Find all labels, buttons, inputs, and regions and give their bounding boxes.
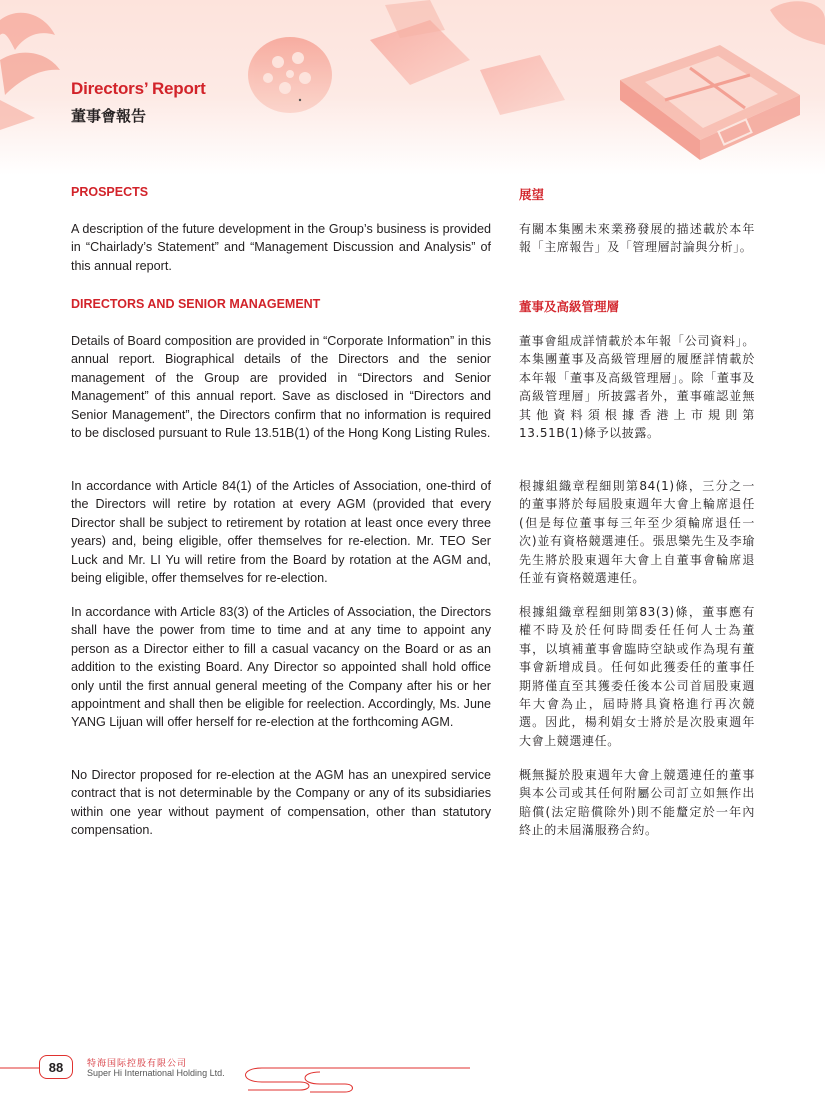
paragraph-article-84: In accordance with Article 84(1) of the Articles of Association, one-third of the Directors will retire by rotation at every AGM (provided that every Director shall be subject to retirement by rotation at least once every three years) and, being eligible, offer themselves for re-election. Mr. TEO Ser Luck and Mr. LI Yu will retire from the Board by rotation at the AGM and, being eligible, offer themselves for re-election.	[71, 479, 491, 586]
section-heading-directors: DIRECTORS AND SENIOR MANAGEMENT	[71, 297, 321, 311]
paragraph-service-contract: No Director proposed for re-election at the AGM has an unexpired service contract that is not determinable by the Company or any of its subsidiaries within one year without payment of compensation, other than statutory compensation.	[71, 768, 491, 838]
section-heading-prospects: PROSPECTS	[71, 185, 149, 199]
paragraph-prospects-zh: 有關本集團未來業務發展的描述載於本年報「主席報告」及「管理層討論與分析」。	[519, 222, 755, 255]
paragraph-board-composition: Details of Board composition are provided in “Corporate Information” in this annual report. Biographical details of the Directors and the senior management of the Group are provided in “Directors and Senior Management” of this annual report. Save as disclosed in “Directors and Senior Management”, the Directors confirm that no information is required to be disclosed pursuant to Rule 13.51B(1) of the Hong Kong Listing Rules.	[71, 334, 491, 441]
paragraph-service-contract-zh: 概無擬於股東週年大會上競選連任的董事與本公司或其任何附屬公司訂立如無作出賠償(法定賠償除外)則不能釐定於一年內終止的未屆滿服務合約。	[519, 768, 755, 838]
paragraph-article-84-zh: 根據組織章程細則第84(1)條，三分之一的董事將於每屆股東週年大會上輪席退任(但是每位董事每三年至少須輪席退任一次)並有資格競選連任。張思樂先生及李瑜先生將於股東週年大會上自董事會輪席退任並有資格競選連任。	[519, 479, 755, 586]
company-name-chinese: 特海国际控股有限公司	[87, 1059, 188, 1069]
section-heading-prospects-zh: 展望	[519, 187, 545, 202]
page-title: Directors’ Report	[71, 79, 206, 98]
paragraph-article-83: In accordance with Article 83(3) of the Articles of Association, the Directors shall have the power from time to time and at any time to appoint any person as a Director either to fill a casual vacancy on the Board or as an addition to the existing Board. Any Director so appointed shall hold office only until the first annual general meeting of the Company after his or her appointment and shall then be eligible for reelection. Accordingly, Ms. June YANG Lijuan will offer herself for re-election at the forthcoming AGM.	[71, 605, 491, 730]
paragraph-prospects: A description of the future development in the Group’s business is provided in “Chairlady’s Statement” and “Management Discussion and Analysis” of this annual report.	[71, 222, 491, 273]
paragraph-article-83-zh: 根據組織章程細則第83(3)條，董事應有權不時及於任何時間委任任何人士為董事，以填補董事會臨時空缺或作為現有董事會新增成員。任何如此獲委任的董事任期將僅直至其獲委任後本公司首屆股東週年大會為止，屆時將具資格進行再次競選。因此，楊利娟女士將於是次股東週年大會上競選連任。	[519, 605, 755, 748]
page-number: 88	[39, 1055, 73, 1079]
company-name: Super Hi International Holding Ltd.	[87, 1068, 225, 1078]
page-title-chinese: 董事會報告	[71, 107, 147, 125]
section-heading-directors-zh: 董事及高級管理層	[519, 299, 620, 314]
paragraph-board-composition-zh: 董事會組成詳情載於本年報「公司資料」。本集團董事及高級管理層的履歷詳情載於本年報「董事及高級管理層」。除「董事及高級管理層」所披露者外，董事確認並無其他資料須根據香港上市規則第13.51B(1)條予以披露。	[519, 334, 755, 441]
